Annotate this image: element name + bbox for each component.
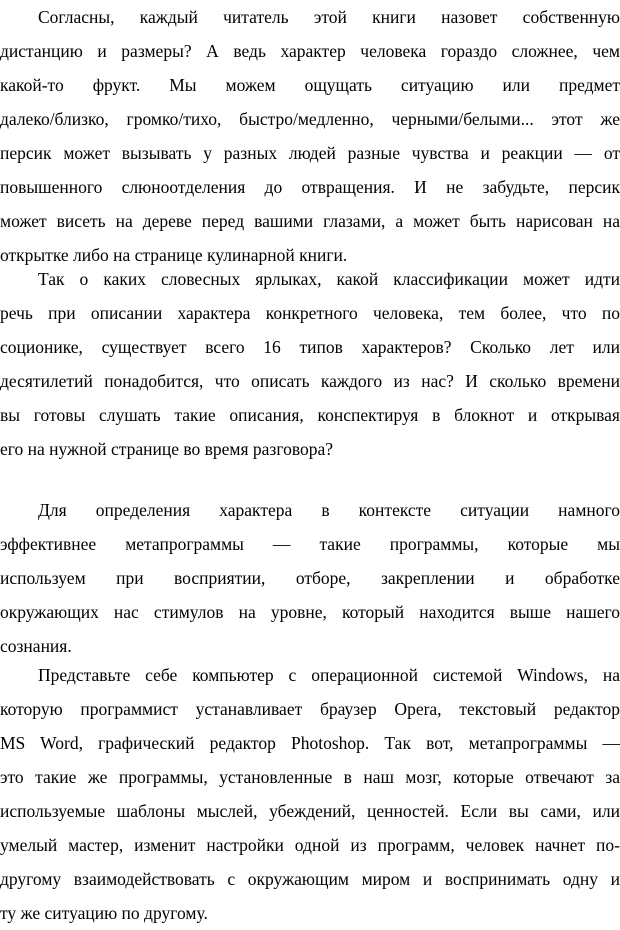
text-line: какой-то фрукт. Мы можем ощущать ситуацию или предмет (0, 75, 620, 95)
text-line: которую программист устанавливает браузер Opera, текстовый редактор (0, 699, 620, 719)
paragraph-3 (0, 493, 620, 663)
text-line: другому взаимодействовать с окружающим миром и воспринимать одну и (0, 869, 620, 889)
text-line: соционике, существует всего 16 типов характеров? Сколько лет или (0, 337, 620, 357)
text-line: используемые шаблоны мыслей, убеждений, ценностей. Если вы сами, или (0, 801, 620, 821)
text-line: это такие же программы, установленные в наш мозг, которые отвечают за (0, 767, 620, 787)
text-line: речь при описании характера конкретного человека, тем более, что по (0, 303, 620, 323)
text-line: эффективнее метапрограммы — такие программы, которые мы (0, 534, 620, 554)
text-line: далеко/близко, громко/тихо, быстро/медленно, черными/белыми... этот же (0, 109, 620, 129)
text-line: десятилетий понадобится, что описать каждого из нас? И сколько времени (0, 371, 620, 391)
text-line: MS Word, графический редактор Photoshop. Так вот, метапрограммы — (0, 733, 620, 753)
text-line: умелый мастер, изменит настройки одной из программ, человек начнет по- (0, 835, 620, 855)
text-line: Так о каких словесных ярлыках, какой классификации может идти (38, 269, 620, 289)
text-line: повышенного слюноотделения до отвращения. И не забудьте, персик (0, 177, 620, 197)
text-line: вы готовы слушать такие описания, конспектируя в блокнот и открывая (0, 405, 620, 425)
text-line: персик может вызывать у разных людей разные чувства и реакции — от (0, 143, 620, 163)
text-line: Согласны, каждый читатель этой книги назовет собственную (38, 7, 620, 27)
text-line: используем при восприятии, отборе, закреплении и обработке (0, 568, 620, 588)
text-line: ту же ситуацию по другому. (0, 903, 208, 923)
text-line: дистанцию и размеры? А ведь характер человека гораздо сложнее, чем (0, 41, 620, 61)
text-line: Представьте себе компьютер с операционной системой Windows, на (38, 665, 620, 685)
text-line: окружающих нас стимулов на уровне, который находится выше нашего (0, 602, 620, 622)
paragraph-1 (0, 0, 620, 272)
text-line: открытке либо на странице кулинарной книги. (0, 245, 348, 265)
text-line: сознания. (0, 636, 72, 656)
text-line: Для определения характера в контексте ситуации намного (38, 500, 620, 520)
paragraph-4 (0, 658, 620, 930)
text-line: может висеть на дереве перед вашими глазами, а может быть нарисован на (0, 211, 620, 231)
paragraph-2 (0, 262, 620, 466)
text-line: его на нужной странице во время разговора? (0, 439, 334, 459)
